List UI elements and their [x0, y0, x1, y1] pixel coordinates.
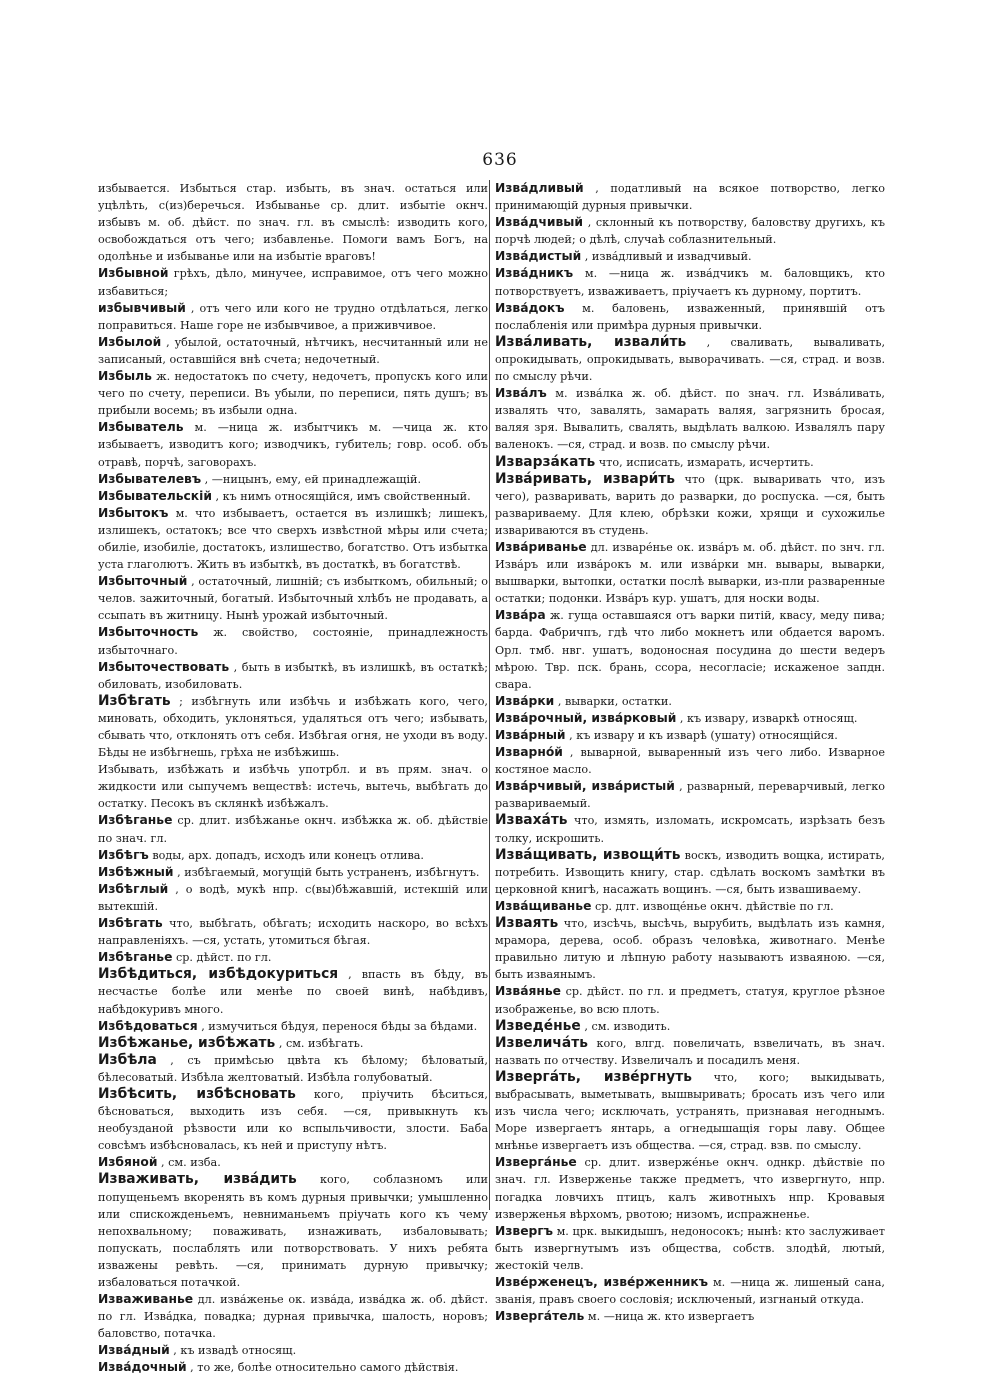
dictionary-entry	[98, 761, 488, 812]
dictionary-entry	[98, 812, 488, 846]
dictionary-entry	[495, 385, 885, 453]
entry-headword: Извергъ	[495, 1223, 554, 1238]
entry-headword: Изва́дистый	[495, 249, 582, 264]
entry-headword: Избыточность	[98, 625, 199, 640]
entry-headword: Изва́дочный	[98, 1360, 187, 1375]
entry-definition: кого, влгд. повеличать, взвеличать, въ знач. назвать по отчеству. Извеличалъ и посадилъ меня.	[495, 1036, 885, 1067]
entry-definition: ср. дѣйст. по гл.	[175, 951, 272, 965]
dictionary-entry	[495, 334, 885, 385]
dictionary-entry	[98, 624, 488, 658]
entry-headword: Изва́янье	[495, 984, 562, 999]
entry-headword: Изва́риванье	[495, 539, 587, 554]
entry-definition: , къ извару и къ изварѣ (ушату) относящійся.	[569, 729, 838, 742]
entry-headword: Избывательскій	[98, 488, 212, 503]
dictionary-entry	[495, 300, 885, 334]
entry-headword: Избыточествовать	[98, 659, 230, 674]
entry-definition: ср. длт. извоще́нье окнч. дѣйствіе по гл.	[594, 899, 834, 913]
entry-definition: , къ извару, изваркѣ относящ.	[679, 711, 858, 725]
entry-headword: Изва́докъ	[495, 300, 565, 315]
entry-headword: Избѣгъ	[98, 847, 149, 862]
entry-headword: Изва́лъ	[495, 386, 547, 401]
dictionary-entry	[495, 539, 885, 607]
entry-headword: Избыль	[98, 369, 152, 384]
entry-definition: , убылой, остаточный, нѣтчикъ, несчитанный или не записаный, оставшійся внѣ счета; недочетный.	[98, 335, 488, 366]
entry-definition: дл. изваре́нье ок. изва́ръ м. об. дѣйст. по знч. гл. Изва́ръ или изва́рокъ м. или изва́рки мн. вывары, выварки, вышварки, вытопки, остатки послѣ выварки, из-пли разваренные остатки; подонки. Изва́ръ кур. ушатъ, для носки воды.	[495, 540, 885, 606]
entry-headword: Избѣганье	[98, 950, 173, 965]
entry-headword: Избѣдиться, избѣдокуриться	[98, 966, 339, 983]
entry-definition: что, изсѣчь, высѣчь, вырубить, выдѣлать изъ камня, мрамора, дерева, особ. образъ человѣка, животнаго. Менѣе правильно литую и лѣпную работу называютъ изваяною. —ся, быть изваянымъ.	[495, 917, 885, 982]
dictionary-entry	[495, 1308, 885, 1325]
entry-definition: , податливый на всякое потворство, легко принимающій дурныя привычки.	[495, 182, 885, 213]
dictionary-entry	[98, 1086, 488, 1154]
dictionary-entry	[495, 471, 885, 539]
dictionary-entry	[98, 180, 488, 265]
entry-definition: , см. изводить.	[584, 1019, 671, 1033]
dictionary-entry	[98, 1018, 488, 1035]
dictionary-entry	[495, 1018, 885, 1035]
dictionary-entry	[98, 265, 488, 299]
dictionary-entry	[98, 573, 488, 624]
column-divider	[489, 180, 490, 1210]
entry-definition: , остаточный, лишній; съ избыткомъ, обильный; о челов. зажиточный, богатый. Избыточный хлѣбъ не продавать, а ссыпать въ житницу. Нынѣ урожай избыточный.	[98, 575, 489, 623]
entry-headword: Избѣгать	[98, 916, 163, 931]
dictionary-entry	[495, 898, 885, 915]
dictionary-entry	[98, 1154, 488, 1171]
entry-definition: , къ извадѣ относящ.	[173, 1344, 297, 1358]
dictionary-entry	[98, 488, 488, 505]
entry-headword: Изве́рженецъ, изве́рженникъ	[495, 1275, 708, 1289]
entry-definition: дл. изва́женье ок. изва́да, изва́дка ж. об. дѣйст. по гл. Изва́дка, повадка; дурная привычка, шалость, норовъ; баловство, потачка.	[98, 1293, 489, 1341]
entry-definition: Избывать, избѣжать и избѣчь употрбл. и въ прям. знач. о жидкости или сыпучемъ веществѣ: истечь, вытечь, выбѣгать до остатку. Песокъ въ склянкѣ избѣжалъ.	[98, 763, 488, 811]
entry-headword: избывчивый	[98, 300, 186, 315]
dictionary-entry	[495, 983, 885, 1017]
entry-headword: Избѣдоваться	[98, 1018, 198, 1033]
entry-definition: , впасть въ бѣду, въ несчастье болѣе или менѣе по своей винѣ, набѣдивъ, набѣдокуривъ много.	[98, 968, 488, 1016]
entry-definition: , къ нимъ относящійся, имъ свойственный.	[215, 489, 471, 503]
entry-definition: что, выбѣгать, обѣгать; исходить наскоро, во всѣхъ направленіяхъ. —ся, устать, утомиться бѣгая.	[98, 917, 488, 948]
entry-headword: Изва́дный	[98, 1343, 170, 1358]
entry-definition: , избѣгаемый, могущій быть устраненъ, избѣгнутъ.	[177, 865, 480, 879]
entry-headword: Изварно́й	[495, 745, 563, 760]
entry-headword: Избыточный	[98, 574, 188, 589]
dictionary-entry	[495, 1274, 885, 1308]
dictionary-entry	[495, 847, 885, 898]
entry-definition: ж. свойство, состояніе, принадлежность избыточнаго.	[98, 626, 488, 657]
entry-definition: , съ примѣсью цвѣта къ бѣлому; бѣловатый, бѣлесоватый. Избѣла желтоватый. Избѣла голубоватый.	[98, 1053, 488, 1084]
entry-headword: Изваживать, изва́дить	[98, 1171, 297, 1188]
entry-headword: Изва́дникъ	[495, 266, 574, 281]
entry-definition: , см. изба.	[161, 1156, 221, 1170]
entry-headword: Изва́ливать, извали́ть	[495, 333, 687, 350]
dictionary-entry	[495, 265, 885, 299]
dictionary-entry	[98, 368, 488, 419]
entry-definition: ж. недостатокъ по счету, недочетъ, пропускъ кого или чего по счету, переписи. Въ убыли, по переписи, пять душъ; въ прибыли восемь; въ избыли одна.	[98, 370, 488, 418]
entry-definition: ; избѣгнуть или избѣчь и избѣжать кого, чего, миновать, обходить, уклоняться, удаляться отъ чего; избывать, сбывать что, отклонять отъ себя. Избѣгая огня, не уходи въ воду. Бѣды не избѣгнешь, грѣха не избѣжишь.	[98, 694, 488, 760]
entry-headword: Избыватель	[98, 420, 184, 435]
dictionary-entry	[98, 1171, 488, 1291]
page-number: 636	[482, 150, 518, 170]
entry-definition: м. изва́лка ж. об. дѣйст. по знач. гл. Изва́ливать, извалять что, завалять, замарать валяя, загрязнить бросая, валяя зря. Вывалить, свалять, выдѣлать валкою. Извалялъ пару валенокъ. —ся, страд. и возв. по смыслу рѣчи.	[495, 387, 885, 452]
entry-headword: Изведе́нье	[495, 1017, 581, 1034]
entry-definition: что, кого; выкидывать, выбрасывать, выметывать, вышвыривать; бросать изъ чего или изъ числа чего; исключать, устранять, признавая негоднымъ. Море извергаетъ янтарь, а огнедышащія горы лаву. Общее мнѣнье извергаетъ изъ общества. —ся, страд. взв. по смыслу.	[495, 1070, 885, 1153]
entry-definition: м. —ница ж. изва́дчикъ м. баловщикъ, кто потворствуетъ, изваживаетъ, пріучаетъ къ дурному, портитъ.	[495, 267, 886, 298]
dictionary-entry	[98, 1052, 488, 1086]
entry-headword: Изва́щиванье	[495, 898, 592, 913]
dictionary-entry	[98, 1342, 488, 1359]
dictionary-entry	[495, 1223, 885, 1274]
entry-headword: Избяной	[98, 1155, 158, 1170]
dictionary-entry	[495, 454, 885, 471]
entry-definition: , о водѣ, мукѣ нпр. с(вы)бѣжавшій, истекшій или вытекшій.	[98, 882, 488, 913]
dictionary-entry	[98, 881, 488, 915]
entry-headword: Изверга́ть, изве́ргнуть	[495, 1068, 692, 1085]
entry-headword: Избѣжанье, избѣжать	[98, 1034, 276, 1051]
dictionary-entry	[98, 1291, 488, 1342]
entry-definition: м. что избываетъ, остается въ излишкѣ; лишекъ, излишекъ, остатокъ; все что сверхъ извѣстной мѣры или счета; обиліе, изобиліе, достатокъ, излишество, богатство. Отъ избытка уста глаголютъ. Жить въ избыткѣ, въ достаткѣ, въ богатствѣ.	[98, 506, 489, 572]
entry-definition: , то же, болѣе относительно самого дѣйствія.	[190, 1361, 459, 1375]
dictionary-entry	[98, 915, 488, 949]
dictionary-entry	[495, 727, 885, 744]
dictionary-entry	[495, 744, 885, 778]
entry-definition: избывается. Избыться стар. избыть, въ знач. остаться или уцѣлѣть, с(из)беречься. Избыванье ср. длит. избытіе окнч. избывъ м. об. дѣйст. по знач. гл. въ смыслѣ: изводить кого, освобождаться отъ чего; избавленье. Помоги вамъ Богъ, на одолѣнье и избыванье или на избытіе враговъ!	[98, 182, 488, 264]
entry-definition: что (црк. вываривать что, изъ чего), разваривать, варить до разварки, до роспуска. —ся, быть развариваему. Для клею, обрѣзки кожи, хрящи и сухожилье извариваются въ студень.	[495, 472, 886, 537]
dictionary-entry	[98, 334, 488, 368]
dictionary-entry	[98, 659, 488, 693]
dictionary-entry	[98, 949, 488, 966]
entry-headword: Изва́рочный, изва́рковый	[495, 710, 677, 725]
dictionary-entry	[495, 693, 885, 710]
dictionary-entry	[98, 471, 488, 488]
entry-definition: м. —ница ж. избытчикъ м. —чица ж. кто избываетъ, изводитъ кого; изводчикъ, губитель; говр. особ. объ отравѣ, порчѣ, заговорахъ.	[98, 421, 488, 469]
entry-definition: ср. дѣйст. по гл. и предметъ, статуя, круглое рѣзное изображенье, во всю плоть.	[495, 985, 885, 1016]
dictionary-entry	[98, 419, 488, 470]
dictionary-entry	[495, 1069, 885, 1154]
dictionary-entry	[495, 180, 885, 214]
entry-headword: Изва́рки	[495, 693, 555, 708]
dictionary-entry	[98, 693, 488, 761]
dictionary-entry	[495, 214, 885, 248]
entry-headword: Изваживанье	[98, 1292, 194, 1307]
entry-definition: ж. гуща оставшаяся отъ варки питій, квасу, меду пива; барда. Фабричпъ, гдѣ что либо мокнетъ или обдается варомъ. Орл. тмб. нвг. ушатъ, водоносная посудина до шести ведеръ мѣрою. Твр. пск. брань, ссора, несогласіе; искаженое запдн. свара.	[495, 609, 886, 691]
entry-headword: Изва́дчивый	[495, 215, 584, 230]
left-column	[98, 180, 489, 1375]
entry-definition: , сваливать, вываливать, опрокидывать, опрокидывать, выворачивать. —ся, страд. и возв. по смыслу рѣчи.	[495, 335, 886, 384]
entry-headword: Изва́ривать, извари́ть	[495, 470, 675, 487]
entry-definition: м. —ница ж. лишеный сана, званія, правъ своего сословія; исключеный, изгнаный откуда.	[495, 1276, 885, 1307]
entry-definition: , см. избѣгать.	[278, 1036, 364, 1050]
entry-headword: Изваха́ть	[495, 812, 568, 829]
entry-headword: Избѣла	[98, 1051, 157, 1068]
entry-definition: , выварки, остатки.	[557, 694, 672, 708]
entry-definition: м. баловень, изваженный, принявшій отъ послабленія или примѣра дурныя привычки.	[495, 301, 885, 332]
entry-definition: , быть в избыткѣ, въ излишкѣ, въ остаткѣ; обиловать, изобиловать.	[98, 660, 488, 691]
entry-headword: Изва́дливый	[495, 181, 584, 195]
entry-headword: Избѣжный	[98, 864, 174, 879]
dictionary-entry	[495, 607, 885, 692]
entry-headword: Изварза́кать	[495, 453, 596, 470]
entry-headword: Избывателевъ	[98, 471, 202, 486]
entry-definition: что, исписать, измарать, исчертить.	[598, 455, 814, 469]
entry-definition: ср. длит. изверже́нье окнч. однкр. дѣйствіе по знач. гл. Изверженье также предметъ, что извергнуто, нпр. погадка ловчихъ птицъ, калъ животныхъ нпр. Кровавыя изверженья вѣрхомъ, рвотою; низомъ, испражненье.	[495, 1156, 885, 1221]
dictionary-entry	[495, 1035, 885, 1069]
entry-definition: м. —ница ж. кто извергаетъ	[587, 1310, 755, 1324]
entry-definition: м. црк. выкидышъ, недоносокъ; нынѣ: кто заслуживает быть извергнутымъ изъ общества, собств. злодѣй, лютый, жестокій челв.	[495, 1224, 885, 1272]
right-column	[495, 180, 886, 1324]
entry-headword: Избылой	[98, 334, 162, 349]
entry-headword: Изверга́тель	[495, 1309, 585, 1324]
dictionary-entry	[495, 248, 885, 265]
entry-definition: , склонный къ потворству, баловству другихъ, къ порчѣ людей; о дѣлѣ, случаѣ соблазнительный.	[495, 216, 885, 247]
dictionary-entry	[98, 300, 488, 334]
entry-headword: Избытокъ	[98, 505, 169, 520]
entry-headword: Изваять	[495, 915, 559, 932]
entry-headword: Избывной	[98, 266, 169, 281]
entry-definition: кого, соблазномъ или попущеньемъ вкоренять въ комъ дурныя привычки; умышленно или спискожденьемъ, невниманьемъ пріучать кого къ чему непохвальному; поваживать, изнаживать, избаловывать; попускать, послаблять или потворствовать. У нихъ ребята изважены ревѣть. —ся, принимать дурную привычку; избаловаться потачкой.	[98, 1173, 488, 1289]
entry-definition: , выварной, вываренный изъ чего либо. Изварное костяное масло.	[495, 746, 885, 777]
entry-headword: Изверга́нье	[495, 1155, 577, 1170]
entry-definition: воскъ, изводить вощка, истирать, потребить. Извощить книгу, стар. сдѣлать воскомъ замѣтки въ церковной книгѣ, насажать вощинъ. —ся, быть извашиваему.	[495, 848, 885, 896]
entry-headword: Изва́щивать, извощи́ть	[495, 846, 681, 863]
dictionary-entry	[495, 915, 885, 983]
entry-headword: Изва́ра	[495, 608, 546, 623]
dictionary-entry	[98, 1035, 488, 1052]
entry-definition: воды, арх. допадъ, исходъ или конецъ отлива.	[152, 848, 424, 862]
entry-headword: Извелича́ть	[495, 1034, 588, 1051]
entry-definition: , —ницынъ, ему, ей принадлежащій.	[204, 472, 422, 486]
entry-headword: Избѣсить, избѣсновать	[98, 1085, 296, 1102]
entry-headword: Избѣгать	[98, 692, 171, 709]
dictionary-entry	[495, 710, 885, 727]
dictionary-entry	[495, 812, 885, 846]
dictionary-entry	[98, 1359, 488, 1376]
entry-headword: Избѣганье	[98, 813, 173, 828]
entry-headword: Избѣглый	[98, 881, 169, 896]
entry-definition: ср. длит. избѣжанье окнч. избѣжка ж. об. дѣйствіе по знач. гл.	[98, 814, 488, 845]
dictionary-entry	[495, 778, 885, 812]
dictionary-entry	[495, 1154, 885, 1222]
entry-headword: Изва́рный	[495, 728, 566, 742]
entry-definition: грѣхъ, дѣло, минучее, исправимое, отъ чего можно избавиться;	[98, 267, 488, 298]
dictionary-entry	[98, 505, 488, 573]
entry-definition: , изва́дливый и извадчивый.	[584, 250, 752, 264]
entry-definition: кого, пріучить бѣситься, бѣсноваться, выходить изъ себя. —ся, привыкнуть къ необузданой рѣзвости или ко вспыльчивости, злости. Баба совсѣмъ избѣсновалась, къ ней и приступу нѣтъ.	[98, 1087, 488, 1153]
entry-headword: Изва́рчивый, изва́ристый	[495, 779, 675, 794]
entry-definition: , отъ чего или кого не трудно отдѣлаться, легко поправиться. Наше горе не избывчивое, а приживчивое.	[98, 301, 488, 332]
entry-definition: , измучиться бѣдуя, перенося бѣды за бѣдами.	[201, 1019, 478, 1033]
dictionary-entry	[98, 847, 488, 864]
entry-definition: что, измять, изломать, искромсать, изрѣзать безъ толку, искрошить.	[495, 814, 885, 845]
dictionary-entry	[98, 966, 488, 1017]
dictionary-entry	[98, 864, 488, 881]
entry-definition: , разварный, переварчивый, легко развариваемый.	[495, 780, 885, 811]
